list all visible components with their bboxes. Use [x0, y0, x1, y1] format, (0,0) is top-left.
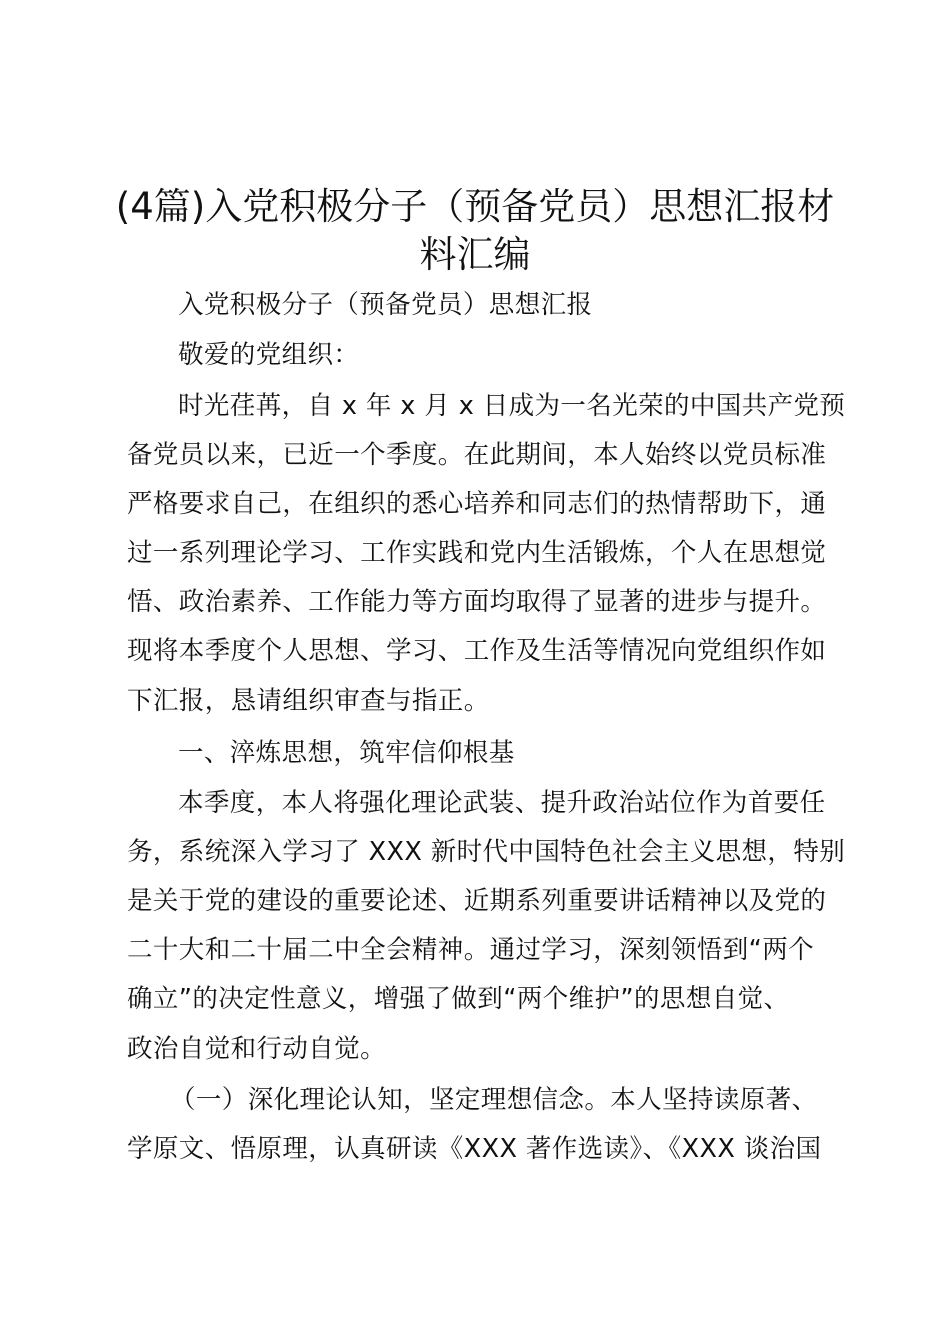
- section-heading: 一、淬炼思想，筑牢信仰根基: [178, 738, 515, 768]
- text-line: 现将本季度个人思想、学习、工作及生活等情况向党组织作如: [127, 636, 827, 666]
- text-line: 过一系列理论学习、工作实践和党内生活锻炼，个人在思想觉: [127, 538, 827, 568]
- report-subtitle: 入党积极分子（预备党员）思想汇报: [178, 290, 593, 320]
- text-line: 下汇报，恳请组织审查与指正。: [127, 686, 490, 716]
- text-line: （一）深化理论认知，坚定理想信念。本人坚持读原著、: [170, 1085, 818, 1115]
- text-line: 是关于党的建设的重要论述、近期系列重要讲话精神以及党的: [127, 886, 827, 916]
- text-line: 确立”的决定性意义，增强了做到“两个维护”的思想自觉、: [127, 984, 790, 1014]
- text-line: 政治自觉和行动自觉。: [127, 1034, 387, 1064]
- salutation: 敬爱的党组织：: [178, 340, 360, 370]
- title-line: (4篇)入党积极分子（预备党员）思想汇报材: [115, 185, 835, 228]
- text-line: 备党员以来，已近一个季度。在此期间，本人始终以党员标准: [127, 440, 827, 470]
- text-line: 严格要求自己，在组织的悉心培养和同志们的热情帮助下，通: [127, 489, 827, 519]
- text-line: 悟、政治素养、工作能力等方面均取得了显著的进步与提升。: [127, 587, 827, 617]
- text-line: 本季度，本人将强化理论武装、提升政治站位作为首要任: [178, 788, 826, 818]
- text-line: 时光荏苒，自 x 年 x 月 x 日成为一名光荣的中国共产党预: [178, 391, 846, 421]
- title-line: 料汇编: [419, 233, 531, 276]
- text-line: 二十大和二十届二中全会精神。通过学习，深刻领悟到“两个: [127, 935, 815, 965]
- text-line: 务，系统深入学习了 XXX 新时代中国特色社会主义思想，特别: [127, 837, 846, 867]
- text-line: 学原文、悟原理，认真研读《XXX 著作选读》、《XXX 谈治国: [127, 1134, 822, 1164]
